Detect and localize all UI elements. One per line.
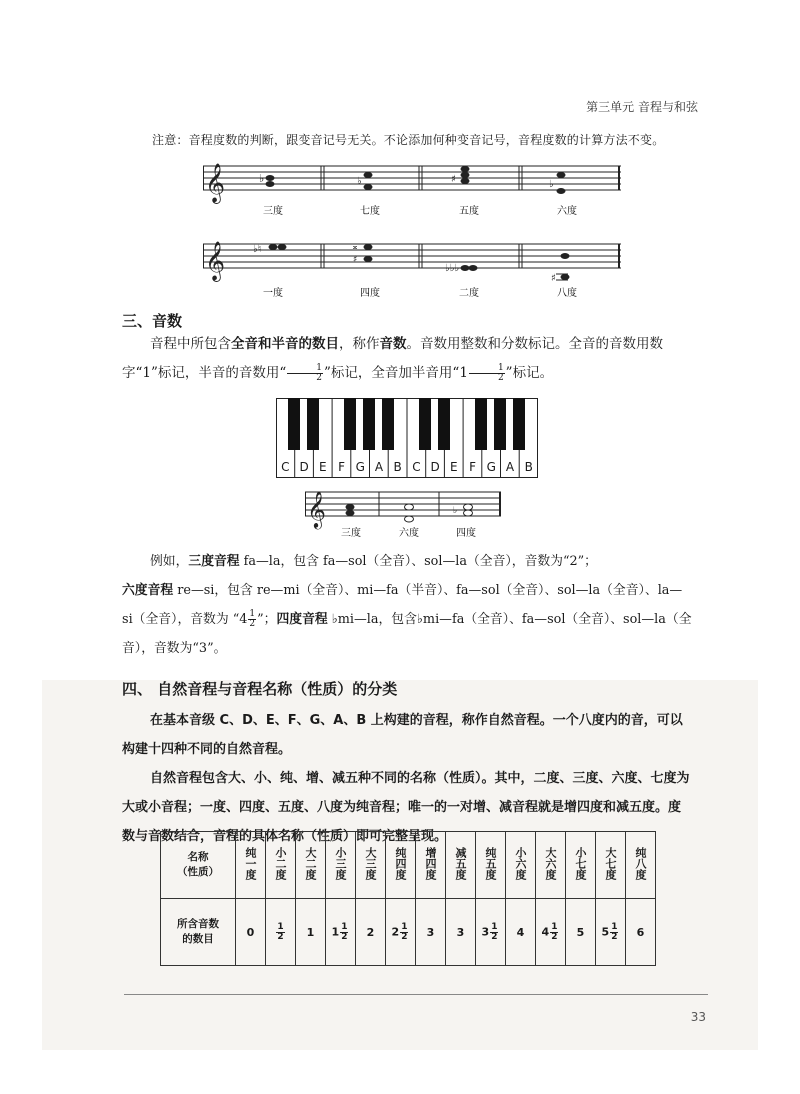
staff3-label-1: 三度: [341, 528, 361, 539]
section4-paragraph-1: 在基本音级 C、D、E、F、G、A、B 上构建的音程，称作自然音程。一个八度内的音，可以构建十四种不同的自然音程。: [122, 713, 683, 757]
section3-title: 三、音数: [122, 312, 183, 330]
fraction-half: $\frac{1}{2}$: [287, 364, 323, 383]
fraction-half: $\frac{1}{2}$: [551, 921, 558, 942]
svg-text:♯: ♯: [451, 174, 456, 185]
table-cell-count: 3 $\frac{1}{2}$: [476, 899, 506, 966]
interval-table: [160, 831, 656, 966]
key-label: A: [505, 460, 515, 474]
svg-text:𝄞: 𝄞: [205, 163, 226, 203]
key-label: E: [450, 460, 458, 474]
svg-text:♭♭♭: ♭♭♭: [445, 263, 460, 274]
example-paragraph: 例如，三度音程 fa—la，包含 fa—sol（全音）、sol—la（全音），音数为“2”； 六度音程 re—si，包含 re—mi（全音）、mi—fa（半音）、fa—sol（全音）、sol—la（全音）、la—si（全音），音数为 “4 $\frac{1}{2}$ ”；四度音程 ♭mi—la，包含♭mi—fa（全音）、fa—sol（全音）、sol—la（全音），音数为“3”。: [122, 554, 692, 656]
table-cell-name: 纯八度: [626, 832, 656, 899]
table-cell-name: 小六度: [506, 832, 536, 899]
fraction-half: $\frac{1}{2}$: [491, 921, 498, 942]
table-cell-name: 大二度: [296, 832, 326, 899]
table-cell-name: 大七度: [596, 832, 626, 899]
fraction-half: $\frac{1}{2}$: [277, 921, 284, 942]
staff1-label-2: 七度: [360, 206, 380, 217]
key-label: F: [469, 460, 476, 474]
svg-text:♭: ♭: [259, 172, 265, 185]
note-text: 注意：音程度数的判断，跟变音记号无关。不论添加何种变音记号，音程度数的计算方法不变。: [152, 133, 665, 147]
staff3-label-2: 六度: [399, 528, 419, 539]
staff2-label-4: 八度: [557, 288, 577, 299]
table-cell-count: 5: [566, 899, 596, 966]
key-label: C: [412, 460, 421, 474]
staff1-label-1: 三度: [263, 206, 283, 217]
piano-key-labels: [276, 458, 538, 478]
svg-text:♯: ♯: [551, 273, 556, 284]
table-cell-count: 6: [626, 899, 656, 966]
section4-paragraph-2: 自然音程包含大、小、纯、增、减五种不同的名称（性质）。其中，二度、三度、六度、七度为大或小音程；一度、四度、五度、八度为纯音程；唯一的一对增、减音程就是增四度和减五度。度数与音数结合，音程的具体名称（性质）即可完整呈现。: [122, 771, 690, 844]
table-cell-name: 小三度: [326, 832, 356, 899]
table-header-name: 名称 （性质）: [161, 832, 236, 899]
table-cell-count: 4 $\frac{1}{2}$: [536, 899, 566, 966]
fraction-half: $\frac{1}{2}$: [611, 921, 618, 942]
key-label: A: [374, 460, 384, 474]
svg-text:♭: ♭: [453, 506, 458, 516]
svg-text:♭: ♭: [549, 179, 554, 190]
section3-paragraph: 音程中所包含全音和半音的数目，称作音数。音数用整数和分数标记。全音的音数用数字“1”标记，半音的音数用“ $\frac{1}{2}$ ”标记，全音加半音用“1 $\frac{1}{2}$ ”标记。: [122, 336, 663, 383]
staff2-label-1: 一度: [263, 288, 283, 299]
table-cell-count: 0: [236, 899, 266, 966]
fraction-half: $\frac{1}{2}$: [401, 921, 408, 942]
table-cell-count: 1 $\frac{1}{2}$: [326, 899, 356, 966]
staff2-label-3: 二度: [459, 288, 479, 299]
key-label: F: [338, 460, 345, 474]
key-label: D: [430, 460, 440, 474]
table-cell-count: 4: [506, 899, 536, 966]
page-number: 33: [690, 1010, 706, 1024]
key-label: B: [393, 460, 402, 474]
fraction-half: $\frac{1}{2}$: [249, 609, 256, 629]
footer-divider: [124, 994, 708, 995]
staff3-label-3: 四度: [456, 528, 476, 539]
svg-text:𝄞: 𝄞: [205, 241, 226, 281]
table-cell-name: 纯五度: [476, 832, 506, 899]
staff2-label-2: 四度: [360, 288, 380, 299]
key-label: C: [281, 460, 290, 474]
music-staff-2: [203, 238, 623, 302]
table-cell-count: 1: [296, 899, 326, 966]
table-cell-count: 5 $\frac{1}{2}$: [596, 899, 626, 966]
table-header-count: 所含音数 的数目: [161, 899, 236, 966]
key-label: E: [319, 460, 327, 474]
key-label: G: [486, 460, 496, 474]
section4-paragraphs: [122, 706, 692, 851]
table-cell-name: 减五度: [446, 832, 476, 899]
music-staff-3: [305, 486, 505, 540]
table-row-counts: [161, 899, 656, 966]
key-label: D: [299, 460, 309, 474]
table-cell-count: 3: [416, 899, 446, 966]
music-staff-1: [203, 160, 623, 220]
table-cell-name: 纯四度: [386, 832, 416, 899]
svg-text:𝄞: 𝄞: [307, 490, 326, 528]
table-cell-name: 大三度: [356, 832, 386, 899]
table-cell-name: 纯一度: [236, 832, 266, 899]
table-cell-name: 大六度: [536, 832, 566, 899]
svg-text:𝄪: 𝄪: [353, 242, 358, 252]
key-label: G: [355, 460, 365, 474]
table-cell-count: 3: [446, 899, 476, 966]
table-row-names: [161, 832, 656, 899]
fraction-half: $\frac{1}{2}$: [341, 921, 348, 942]
key-label: B: [524, 460, 533, 474]
running-header: 第三单元 音程与和弦: [586, 100, 698, 114]
table-cell-name: 增四度: [416, 832, 446, 899]
fraction-half: $\frac{1}{2}$: [469, 364, 505, 383]
svg-text:♭♮: ♭♮: [253, 244, 262, 255]
table-cell-count: 2: [356, 899, 386, 966]
table-cell-name: 小七度: [566, 832, 596, 899]
table-cell-count: [266, 899, 296, 966]
svg-text:♯: ♯: [353, 255, 358, 265]
staff1-label-3: 五度: [459, 206, 479, 217]
staff1-label-4: 六度: [557, 206, 577, 217]
table-cell-name: 小二度: [266, 832, 296, 899]
table-cell-count: 2 $\frac{1}{2}$: [386, 899, 416, 966]
svg-text:♭: ♭: [357, 176, 362, 187]
section4-title: 四、 自然音程与音程名称（性质）的分类: [122, 680, 398, 698]
